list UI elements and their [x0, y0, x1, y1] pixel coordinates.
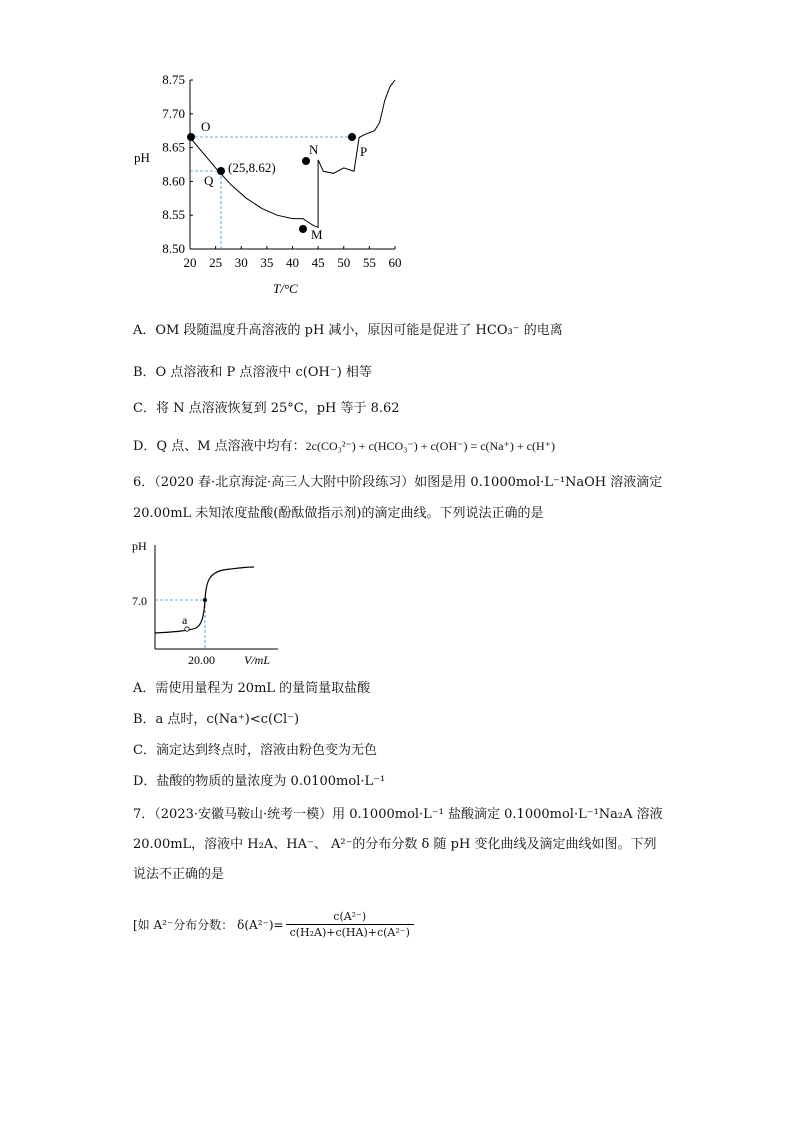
t-point-a — [185, 627, 189, 631]
point-q — [217, 167, 225, 175]
label-p: P — [360, 144, 368, 159]
label-q-coord: (25,8.62) — [228, 160, 276, 175]
x-tick-label: 60 — [388, 255, 402, 270]
y-axis-label: pH — [134, 150, 150, 165]
point-n — [302, 157, 310, 165]
t-x-tick: 20.00 — [188, 653, 215, 667]
q7-stem-line2: 20.00mL，溶液中 H₂A、HA⁻、 A²⁻的分布分数 δ 随 pH 变化曲线及滴定曲线如图。下列 — [133, 837, 657, 852]
q7-note-prefix: [如 A²⁻分布分数： δ(A²⁻)= — [133, 917, 284, 932]
label-n: N — [309, 142, 319, 157]
point-m — [299, 225, 307, 233]
label-o: O — [201, 119, 211, 134]
q7-distribution-note — [133, 906, 414, 942]
q7-numerator: c(A²⁻) — [333, 909, 367, 923]
q7-stem-line1: 7．（2023·安徽马鞍山·统考一模）用 0.1000mol·L⁻¹ 盐酸滴定 0.1000mol·L⁻¹Na₂A 溶液 — [133, 807, 663, 822]
point-p — [348, 133, 356, 141]
x-tick-label: 20 — [183, 255, 197, 270]
q5-option-d-formula: 2c(CO₃²⁻) + c(HCO₃⁻) + c(OH⁻) = c(Na⁺) + c(H⁺) — [305, 439, 555, 453]
q7-stem-line3: 说法不正确的是 — [133, 867, 225, 882]
y-tick-label: 8.60 — [162, 173, 185, 189]
q6-stem-line1: 6．（2020 春·北京海淀·高三人大附中阶段练习）如图是用 0.1000mol·L⁻¹NaOH 溶液滴定 — [133, 475, 663, 490]
x-tick-label: 45 — [311, 255, 325, 270]
x-tick-label: 30 — [234, 255, 248, 270]
q6-option-a: A．需使用量程为 20mL 的量筒量取盐酸 — [133, 681, 371, 696]
q6-stem-line2: 20.00mL 未知浓度盐酸(酚酞做指示剂)的滴定曲线。下列说法正确的是 — [133, 506, 544, 521]
y-tick-label: 8.75 — [162, 72, 185, 87]
q6-option-b: B．a 点时，c(Na⁺)<c(Cl⁻) — [133, 712, 300, 727]
q5-option-b: B．O 点溶液和 P 点溶液中 c(OH⁻) 相等 — [133, 365, 372, 380]
x-axis-label: T/°C — [273, 281, 298, 296]
t-equivalence-point — [203, 598, 207, 602]
ph-temperature-chart — [120, 68, 420, 300]
y-tick-label: 8.65 — [162, 139, 185, 155]
x-tick-label: 40 — [286, 255, 299, 270]
x-tick-label: 55 — [362, 255, 376, 270]
q5-option-c: C．将 N 点溶液恢复到 25°C，pH 等于 8.62 — [133, 401, 400, 416]
t-y-label: pH — [132, 539, 147, 553]
y-tick-label: 7.70 — [162, 105, 185, 121]
q5-option-d: D．Q 点、M 点溶液中均有：2c(CO₃²⁻) + c(HCO₃⁻) + c(OH⁻) = c(Na⁺) + c(H⁺) — [133, 439, 555, 454]
t-point-a-label: a — [182, 613, 188, 627]
x-tick-label: 50 — [337, 255, 351, 270]
q5-option-a: A．OM 段随温度升高溶液的 pH 减小，原因可能是促进了 HCO₃⁻ 的电离 — [133, 323, 563, 338]
q7-denominator: c(H₂A)+c(HA)+c(A²⁻) — [286, 924, 414, 939]
y-tick-label: 8.50 — [162, 241, 185, 256]
x-tick-label: 25 — [209, 255, 223, 270]
q6-option-c: C．滴定达到终点时，溶液由粉色变为无色 — [133, 743, 377, 758]
t-x-label: V/mL — [244, 653, 271, 667]
y-tick-label: 8.55 — [162, 207, 185, 223]
point-o — [187, 133, 195, 141]
titration-chart — [128, 535, 288, 670]
q6-option-d: D．盐酸的物质的量浓度为 0.0100mol·L⁻¹ — [133, 774, 386, 789]
label-q: Q — [204, 173, 214, 188]
t-y-tick: 7.0 — [132, 594, 147, 608]
q7-fraction — [286, 910, 414, 939]
label-m: M — [311, 227, 323, 242]
x-tick-label: 35 — [260, 255, 274, 270]
